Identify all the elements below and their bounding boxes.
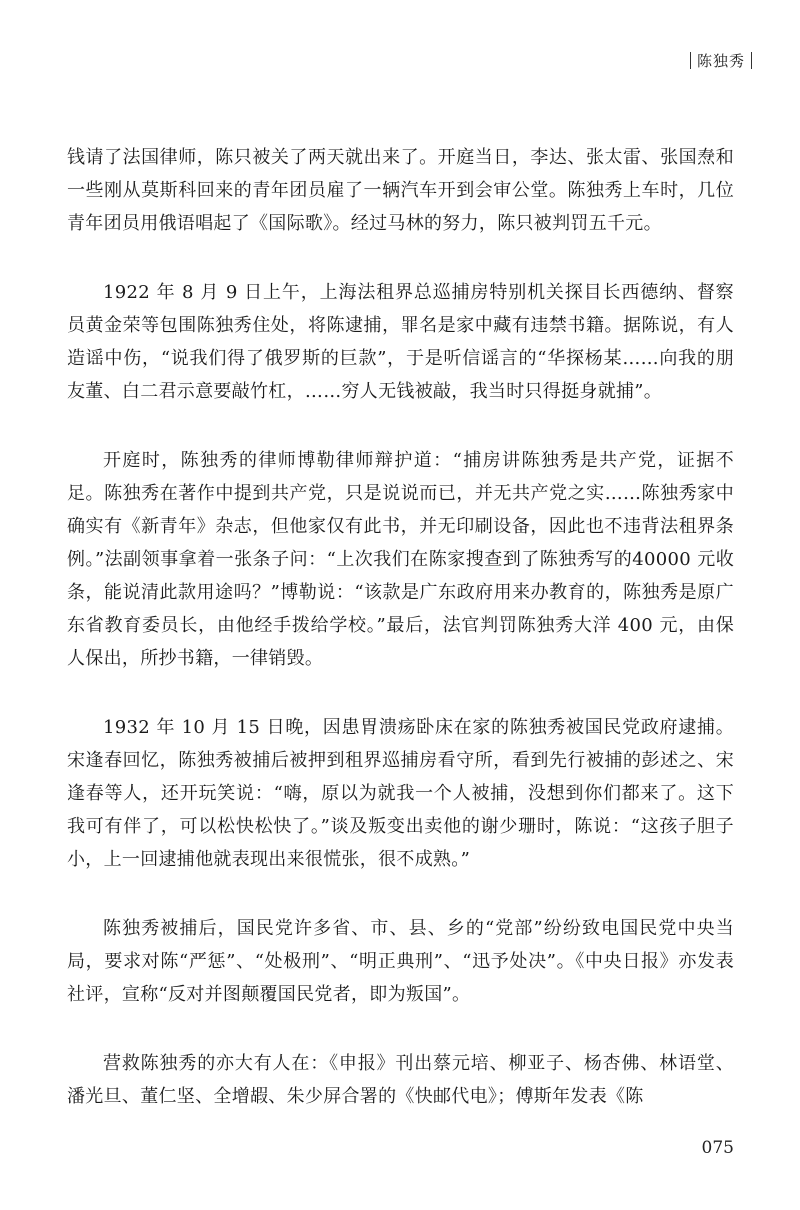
paragraph-4: 1932 年 10 月 15 日晚，因患胃溃疡卧床在家的陈独秀被国民党政府逮捕。宋逢春回忆，陈独秀被捕后被押到租界巡捕房看守所，看到先行被捕的彭述之、宋逢春等人，还开玩笑说：“嗨，原以为就我一个人被捕，没想到你们都来了。这下我可有伴了，可以松快松快了。”谈及叛变出卖他的谢少珊时，陈说：“这孩子胆子小，上一回逮捕他就表现出来很慌张，很不成熟。”	[67, 717, 734, 870]
paragraph-2: 1922 年 8 月 9 日上午，上海法租界总巡捕房特别机关探目长西德纳、督察员黄金荣等包围陈独秀住处，将陈逮捕，罪名是家中藏有违禁书籍。据陈说，有人造谣中伤，“说我们得了俄罗斯的巨款”，于是听信谣言的“华探杨某……向我的朋友董、白二君示意要敲竹杠，……穷人无钱被敲，我当时只得挺身就捕”。	[67, 282, 734, 402]
paragraph-3: 开庭时，陈独秀的律师博勒律师辩护道：“捕房讲陈独秀是共产党，证据不足。陈独秀在著作中提到共产党，只是说说而已，并无共产党之实……陈独秀家中确实有《新青年》杂志，但他家仅有此书，并无印刷设备，因此也不违背法租界条例。”法副领事拿着一张条子问：“上次我们在陈家搜查到了陈独秀写的40000 元收条，能说清此款用途吗？”博勒说：“该款是广东政府用来办教育的，陈独秀是原广东省教育委员长，由他经手拨给学校。”最后，法官判罚陈独秀大洋 400 元，由保人保出，所抄书籍，一律销毁。	[67, 450, 734, 669]
header-divider-left	[690, 52, 691, 69]
paragraph-1: 钱请了法国律师，陈只被关了两天就出来了。开庭当日，李达、张太雷、张国焘和一些刚从莫斯科回来的青年团员雇了一辆汽车开到会审公堂。陈独秀上车时，几位青年团员用俄语唱起了《国际歌》。经过马林的努力，陈只被判罚五千元。	[67, 147, 734, 234]
page-body	[67, 141, 734, 1149]
header-divider-right	[751, 52, 752, 69]
page-number: 075	[701, 1138, 734, 1158]
running-header	[684, 50, 758, 71]
running-title: 陈独秀	[696, 52, 745, 70]
paragraph-6: 营救陈独秀的亦大有人在：《申报》刊出蔡元培、柳亚子、杨杏佛、林语堂、潘光旦、董仁坚、全增嘏、朱少屏合署的《快邮代电》；傅斯年发表《陈	[67, 1053, 734, 1107]
paragraph-5: 陈独秀被捕后，国民党许多省、市、县、乡的“党部”纷纷致电国民党中央当局，要求对陈“严惩”、“处极刑”、“明正典刑”、“迅予处决”。《中央日报》亦发表社评，宣称“反对并图颠覆国民党者，即为叛国”。	[67, 918, 734, 1005]
